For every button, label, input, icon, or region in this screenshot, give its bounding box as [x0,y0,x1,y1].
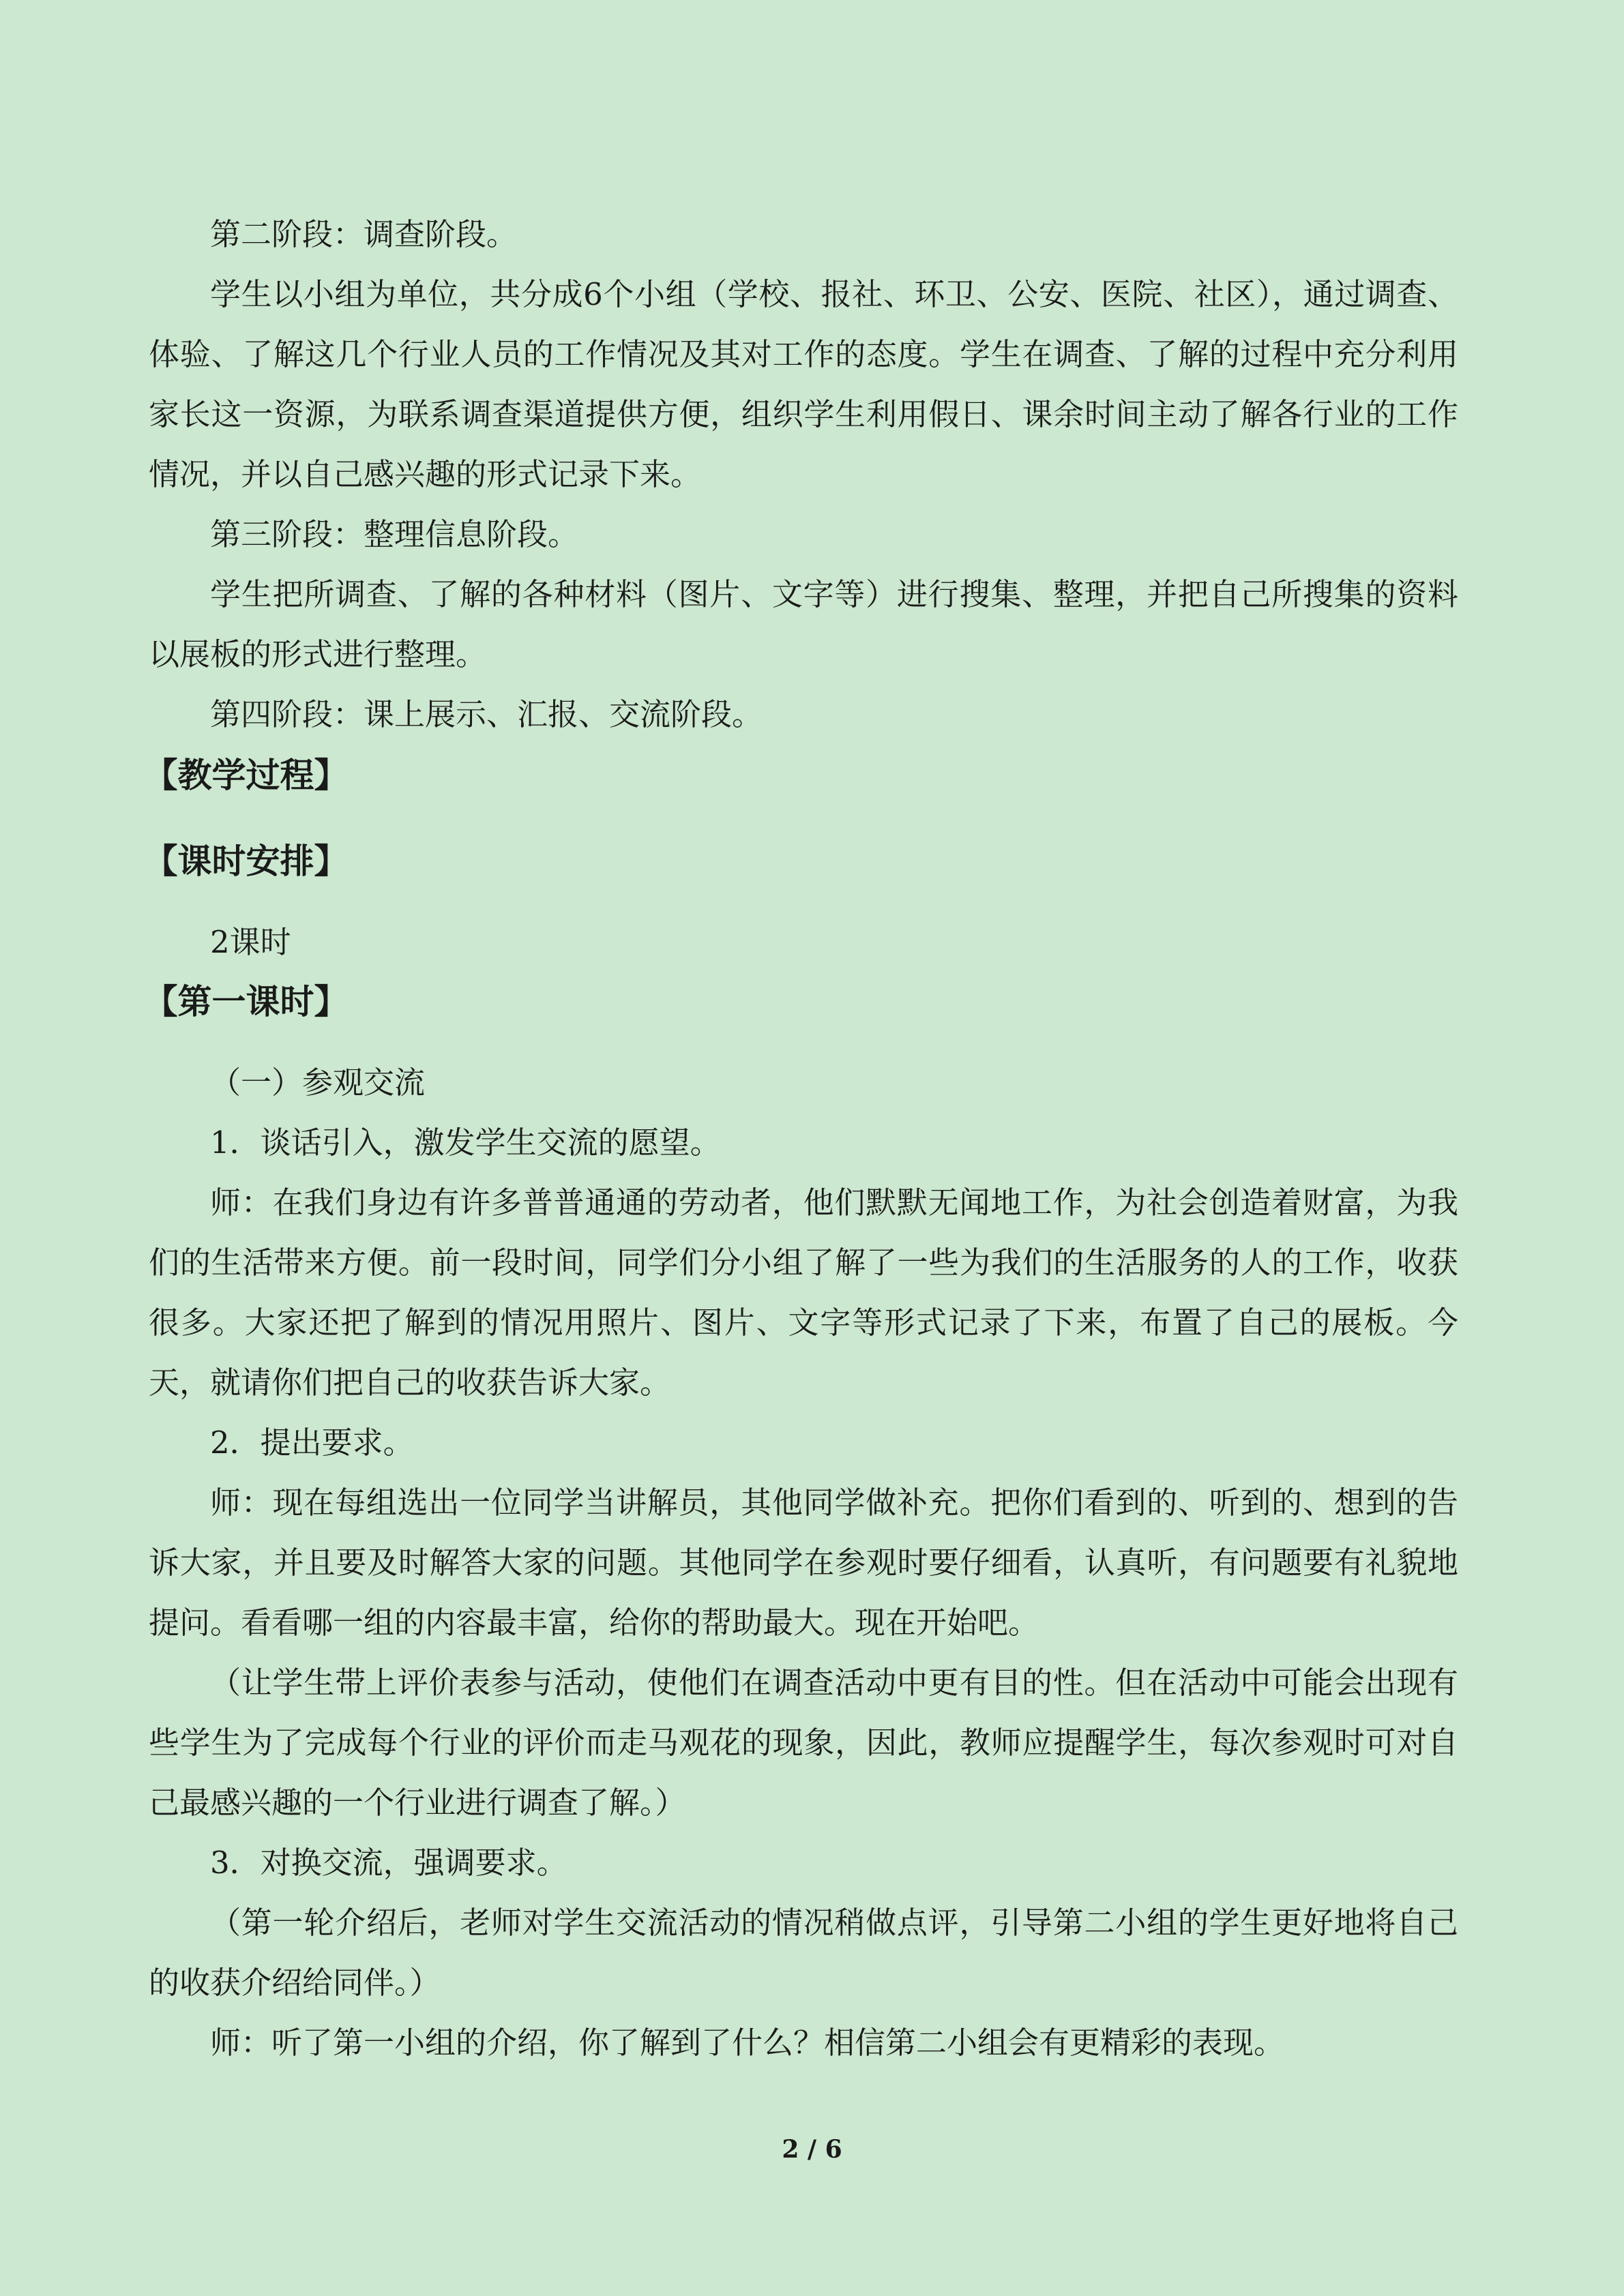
heading-first-lesson: 【第一课时】 [143,982,349,1022]
paragraph-stage-three-detail: 学生把所调查、了解的各种材料（图片、文字等）进行搜集、整理，并把自己所搜集的资料以展板的形式进行整理。 [149,576,1458,672]
paragraph-stage-four: 第四阶段：课上展示、汇报、交流阶段。 [210,696,763,732]
step-one: 1．谈话引入，激发学生交流的愿望。 [210,1124,721,1161]
heading-class-schedule: 【课时安排】 [143,841,349,881]
heading-teaching-process: 【教学过程】 [143,756,349,795]
section-visit-exchange: （一）参观交流 [210,1064,426,1101]
step-three: 3．对换交流，强调要求。 [210,1845,567,1881]
document-body [143,205,1458,2073]
page-number: 2 / 6 [782,2135,842,2164]
first-round-note: （第一轮介绍后，老师对学生交流活动的情况稍做点评，引导第二小组的学生更好地将自己的收获介绍给同伴。） [149,1905,1458,2001]
schedule-text: 2课时 [210,924,291,960]
paragraph-stage-two-detail: 学生以小组为单位，共分成6个小组（学校、报社、环卫、公安、医院、社区），通过调查、体验、了解这几个行业人员的工作情况及其对工作的态度。学生在调查、了解的过程中充分利用家长这一资源，为联系调查渠道提供方便，组织学生利用假日、课余时间主动了解各行业的工作情况，并以自己感兴趣的形式记录下来。 [149,276,1458,492]
teacher-followup-speech: 师：听了第一小组的介绍，你了解到了什么？相信第二小组会有更精彩的表现。 [210,2025,1285,2061]
paragraph-stage-two: 第二阶段：调查阶段。 [210,216,518,252]
teacher-intro-speech: 师：在我们身边有许多普普通通的劳动者，他们默默无闻地工作，为社会创造着财富，为我们的生活带来方便。前一段时间，同学们分小组了解了一些为我们的生活服务的人的工作，收获很多。大家还把了解到的情况用照片、图片、文字等形式记录了下来，布置了自己的展板。今天，就请你们把自己的收获告诉大家。 [149,1184,1458,1401]
evaluation-note: （让学生带上评价表参与活动，使他们在调查活动中更有目的性。但在活动中可能会出现有些学生为了完成每个行业的评价而走马观花的现象，因此，教师应提醒学生，每次参观时可对自己最感兴趣的一个行业进行调查了解。） [149,1665,1458,1821]
step-two: 2．提出要求。 [210,1425,414,1461]
teacher-requirements-speech: 师：现在每组选出一位同学当讲解员，其他同学做补充。把你们看到的、听到的、想到的告诉大家，并且要及时解答大家的问题。其他同学在参观时要仔细看，认真听，有问题要有礼貌地提问。看看哪一组的内容最丰富，给你的帮助最大。现在开始吧。 [149,1485,1458,1641]
paragraph-stage-three: 第三阶段：整理信息阶段。 [210,516,579,552]
